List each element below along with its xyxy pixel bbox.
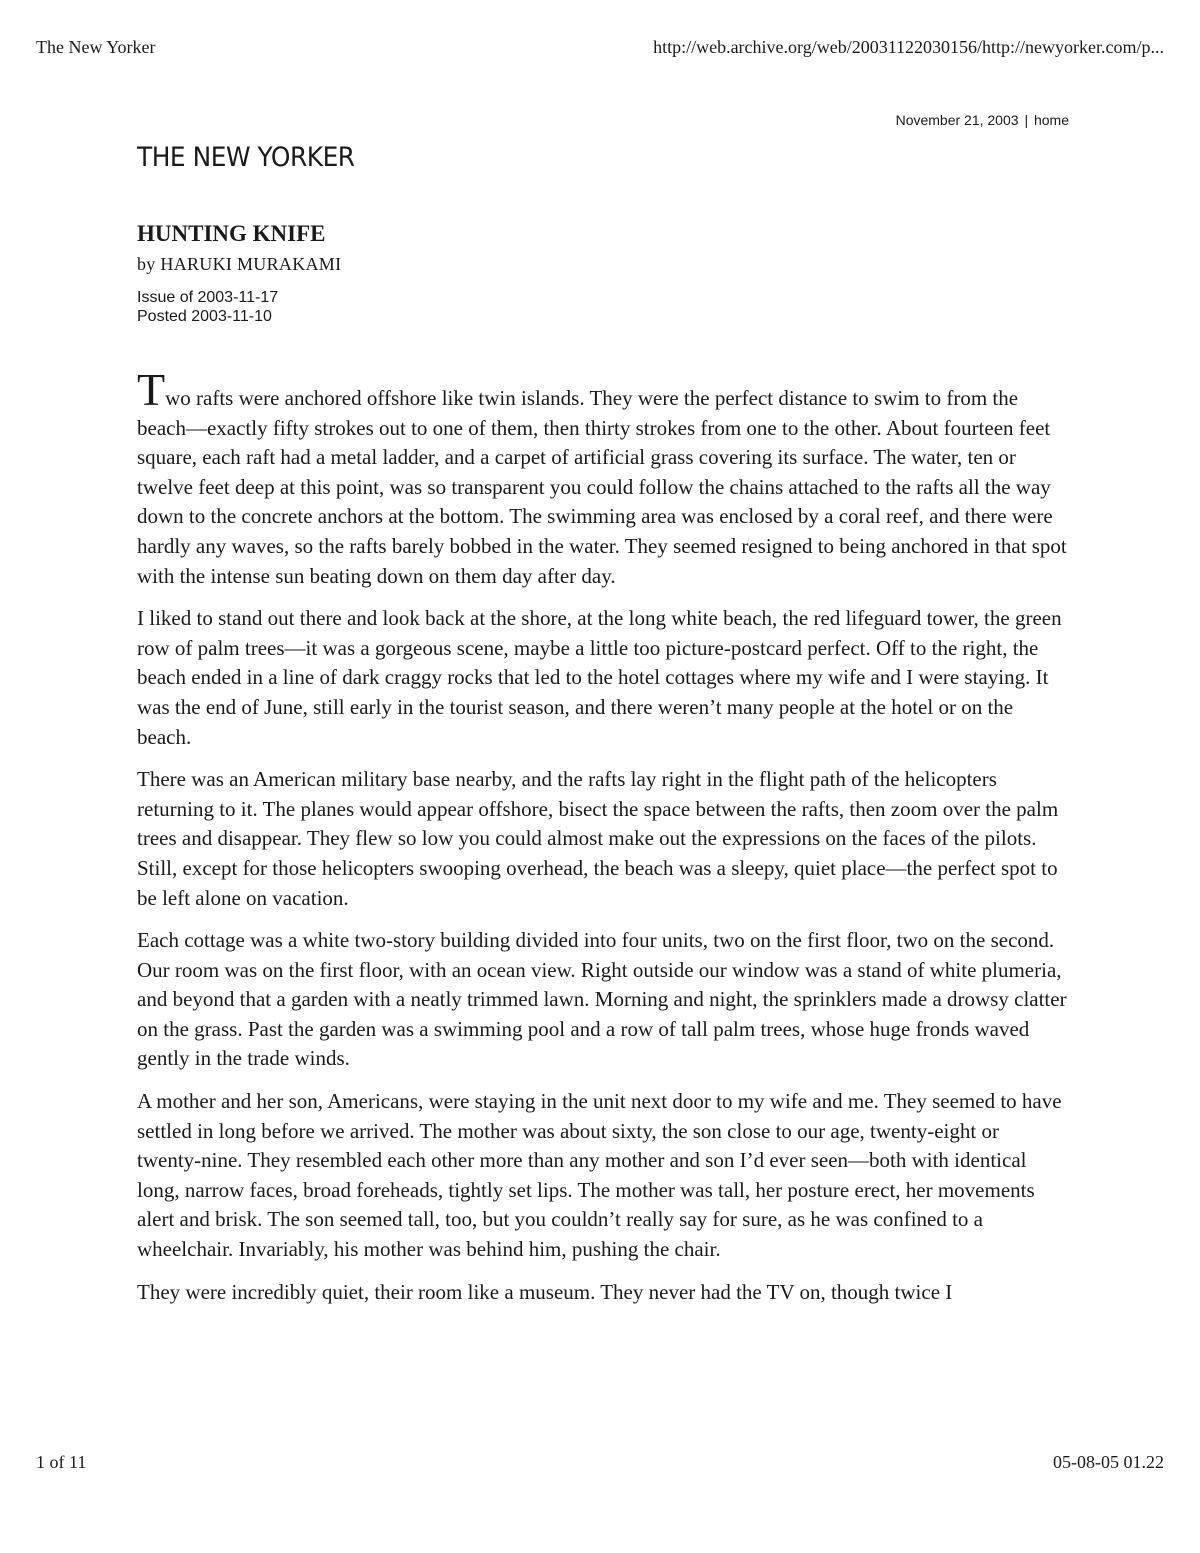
article-title: HUNTING KNIFE (137, 221, 326, 246)
issue-date: Issue of 2003-11-17 (137, 289, 279, 306)
article-body (137, 364, 1067, 1320)
paragraph: I liked to stand out there and look back at the shore, at the long white beach, the red lifeguard tower, the green row of palm trees—it was a gorgeous scene, maybe a little too picture-postcard perfect. Off to the right, the beach ended in a line of dark craggy rocks that led to the hotel cottages where my wife and I were staying. It was the end of June, still early in the tourist season, and there weren’t many people at the hotel or on the beach. (137, 606, 1062, 749)
paragraph (137, 364, 1067, 591)
drop-cap: T (137, 364, 166, 415)
paragraph: A mother and her son, Americans, were staying in the unit next door to my wife and me. They seemed to have settled in long before we arrived. The mother was about sixty, the son close to our age, twenty-eight or twenty-nine. They resembled each other more than any mother and son I’d ever seen—both with identical long, narrow faces, broad foreheads, tightly set lips. The mother was tall, her posture erect, her movements alert and brisk. The son seemed tall, too, but you couldn’t really say for sure, as he was confined to a wheelchair. Invariably, his mother was behind him, pushing the chair. (137, 1089, 1062, 1262)
paragraph: They were incredibly quiet, their room like a museum. They never had the TV on, though twice I (137, 1279, 953, 1304)
posted-date: Posted 2003-11-10 (137, 308, 272, 325)
paragraph: There was an American military base nearby, and the rafts lay right in the flight path of the helicopters returning to it. The planes would appear offshore, bisect the space between the rafts, then zoom over the palm trees and disappear. They flew so low you could almost make out the expressions on the faces of the pilots. Still, except for those helicopters swooping overhead, the beach was a sleepy, quiet place—the perfect spot to be left alone on vacation. (137, 767, 1059, 910)
print-header-title: The New Yorker (36, 37, 156, 57)
print-header-url: http://web.archive.org/web/20031122030156/http://newyorker.com/p... (653, 37, 1164, 57)
dateline-date: November 21, 2003 (895, 112, 1019, 128)
print-timestamp: 05-08-05 01.22 (1053, 1452, 1164, 1472)
article-meta (137, 288, 278, 326)
dateline (896, 112, 1069, 128)
home-link[interactable]: home (1033, 112, 1069, 128)
paragraph: Each cottage was a white two-story building divided into four units, two on the first floor, two on the second. Our room was on the first floor, with an ocean view. Right outside our window was a stand of white plumeria, and beyond that a garden with a neatly trimmed lawn. Morning and night, the sprinklers made a drowsy clatter on the grass. Past the garden was a swimming pool and a row of tall palm trees, whose huge fronds waved gently in the trade winds. (137, 928, 1067, 1071)
dateline-separator: | (1024, 112, 1029, 128)
paragraph-text: wo rafts were anchored offshore like twin islands. They were the perfect distance to swim to from the beach—exactly fifty strokes out to one of them, then thirty strokes from one to the other. About fourteen feet square, each raft had a metal ladder, and a carpet of artificial grass covering its surface. The water, ten or twelve feet deep at this point, was so transparent you could follow the chains attached to the rafts all the way down to the concrete anchors at the bottom. The swimming area was enclosed by a coral reef, and there were hardly any waves, so the rafts barely bobbed in the water. They seemed resigned to being anchored in that spot with the intense sun beating down on them day after day. (137, 386, 1067, 588)
page-number: 1 of 11 (36, 1452, 87, 1472)
masthead-logo[interactable]: THE NEW YORKER (137, 142, 355, 173)
byline: by HARUKI MURAKAMI (137, 254, 342, 274)
